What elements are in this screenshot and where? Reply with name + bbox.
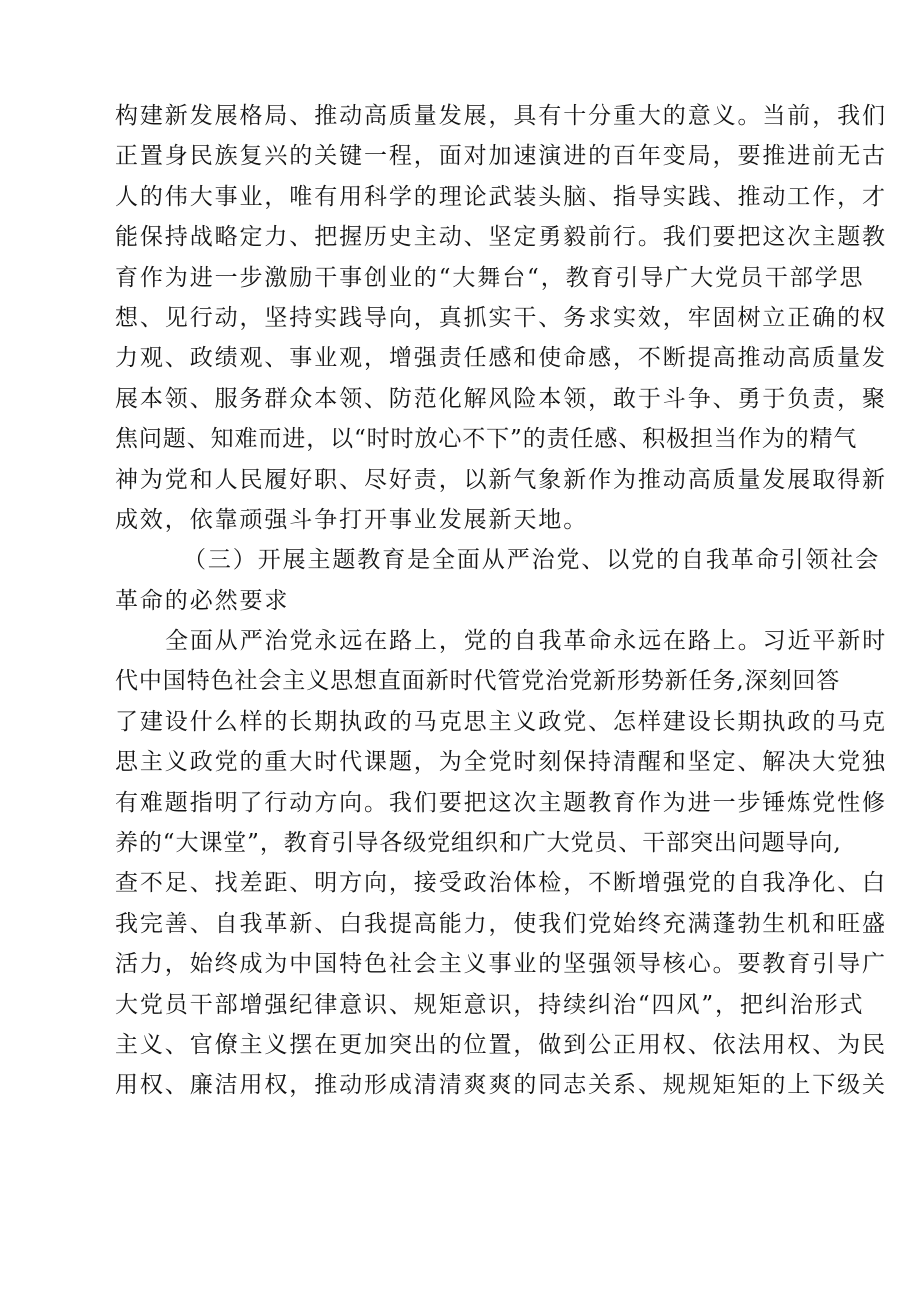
text-line: 主义、官僚主义摆在更加突出的位置，做到公正用权、依法用权、为民 <box>115 1031 887 1058</box>
text-line: 能保持战略定力、把握历史主动、坚定勇毅前行。我们要把这次主题教 <box>115 224 887 251</box>
text-line: 大党员干部增强纪律意识、规矩意识，持续纠治“四风”，把纠治形式 <box>115 991 865 1018</box>
text-line: 人的伟大事业，唯有用科学的理论武装头脑、指导实践、推动工作，才 <box>115 183 887 210</box>
text-line: 正置身民族复兴的关键一程，面对加速演进的百年变局，要推进前无古 <box>115 143 887 170</box>
document-body <box>115 96 888 1106</box>
text-line: 活力，始终成为中国特色社会主义事业的坚强领导核心。要教育引导广 <box>115 951 887 978</box>
heading-line: （三）开展主题教育是全面从严治党、以党的自我革命引领社会 <box>183 547 881 574</box>
section-heading-3 <box>115 540 881 621</box>
text-line: 有难题指明了行动方向。我们要把这次主题教育作为进一步锤炼党性修 <box>115 789 887 816</box>
text-line: 育作为进一步激励干事创业的“大舞台“，教育引导广大党员干部学思 <box>115 264 865 291</box>
text-line: 构建新发展格局、推动高质量发展，具有十分重大的意义。当前，我们 <box>115 103 887 129</box>
text-line: 焦问题、知难而进，以“时时放心不下”的责任感、积极担当作为的精气 <box>115 426 858 453</box>
text-line: 力观、政绩观、事业观，增强责任感和使命感，不断提高推动高质量发 <box>115 345 887 372</box>
text-line: 神为党和人民履好职、尽好责，以新气象新作为推动高质量发展取得新 <box>115 466 887 493</box>
text-line: 查不足、找差距、明方向，接受政治体检，不断增强党的自我净化、白 <box>115 870 887 897</box>
text-line: 我完善、自我革新、白我提高能力，使我们党始终充满蓬勃生机和旺盛 <box>115 910 887 937</box>
text-line: 了建设什么样的长期执政的马克思主义政党、怎样建设长期执政的马克 <box>115 708 887 735</box>
paragraph-2 <box>115 621 888 1106</box>
text-line: 成效，依靠顽强斗争打开事业发展新天地。 <box>115 506 589 533</box>
text-line: 全面从严治党永远在路上，党的自我革命永远在路上。习近平新时 <box>165 628 888 655</box>
paragraph-1 <box>115 96 887 540</box>
text-line: 养的“大课堂”，教育引导各级党组织和广大党员、干部突出问题导向, <box>115 830 842 857</box>
text-line: 想、见行动，坚持实践导向，真抓实干、务求实效，牢固树立正确的权 <box>115 304 887 331</box>
text-line: 用权、廉洁用权，推动形成清清爽爽的同志关系、规规矩矩的上下级关 <box>115 1072 887 1099</box>
text-line: 代中国特色社会主义思想直面新时代管党治党新形势新任务,深刻回答 <box>115 668 841 695</box>
text-line: 思主义政党的重大时代课题，为全党时刻保持清醒和坚定、解决大党独 <box>115 749 887 776</box>
heading-line: 革命的必然要求 <box>115 587 290 614</box>
text-line: 展本领、服务群众本领、防范化解风险本领，敢于斗争、勇于负责，聚 <box>115 385 887 412</box>
